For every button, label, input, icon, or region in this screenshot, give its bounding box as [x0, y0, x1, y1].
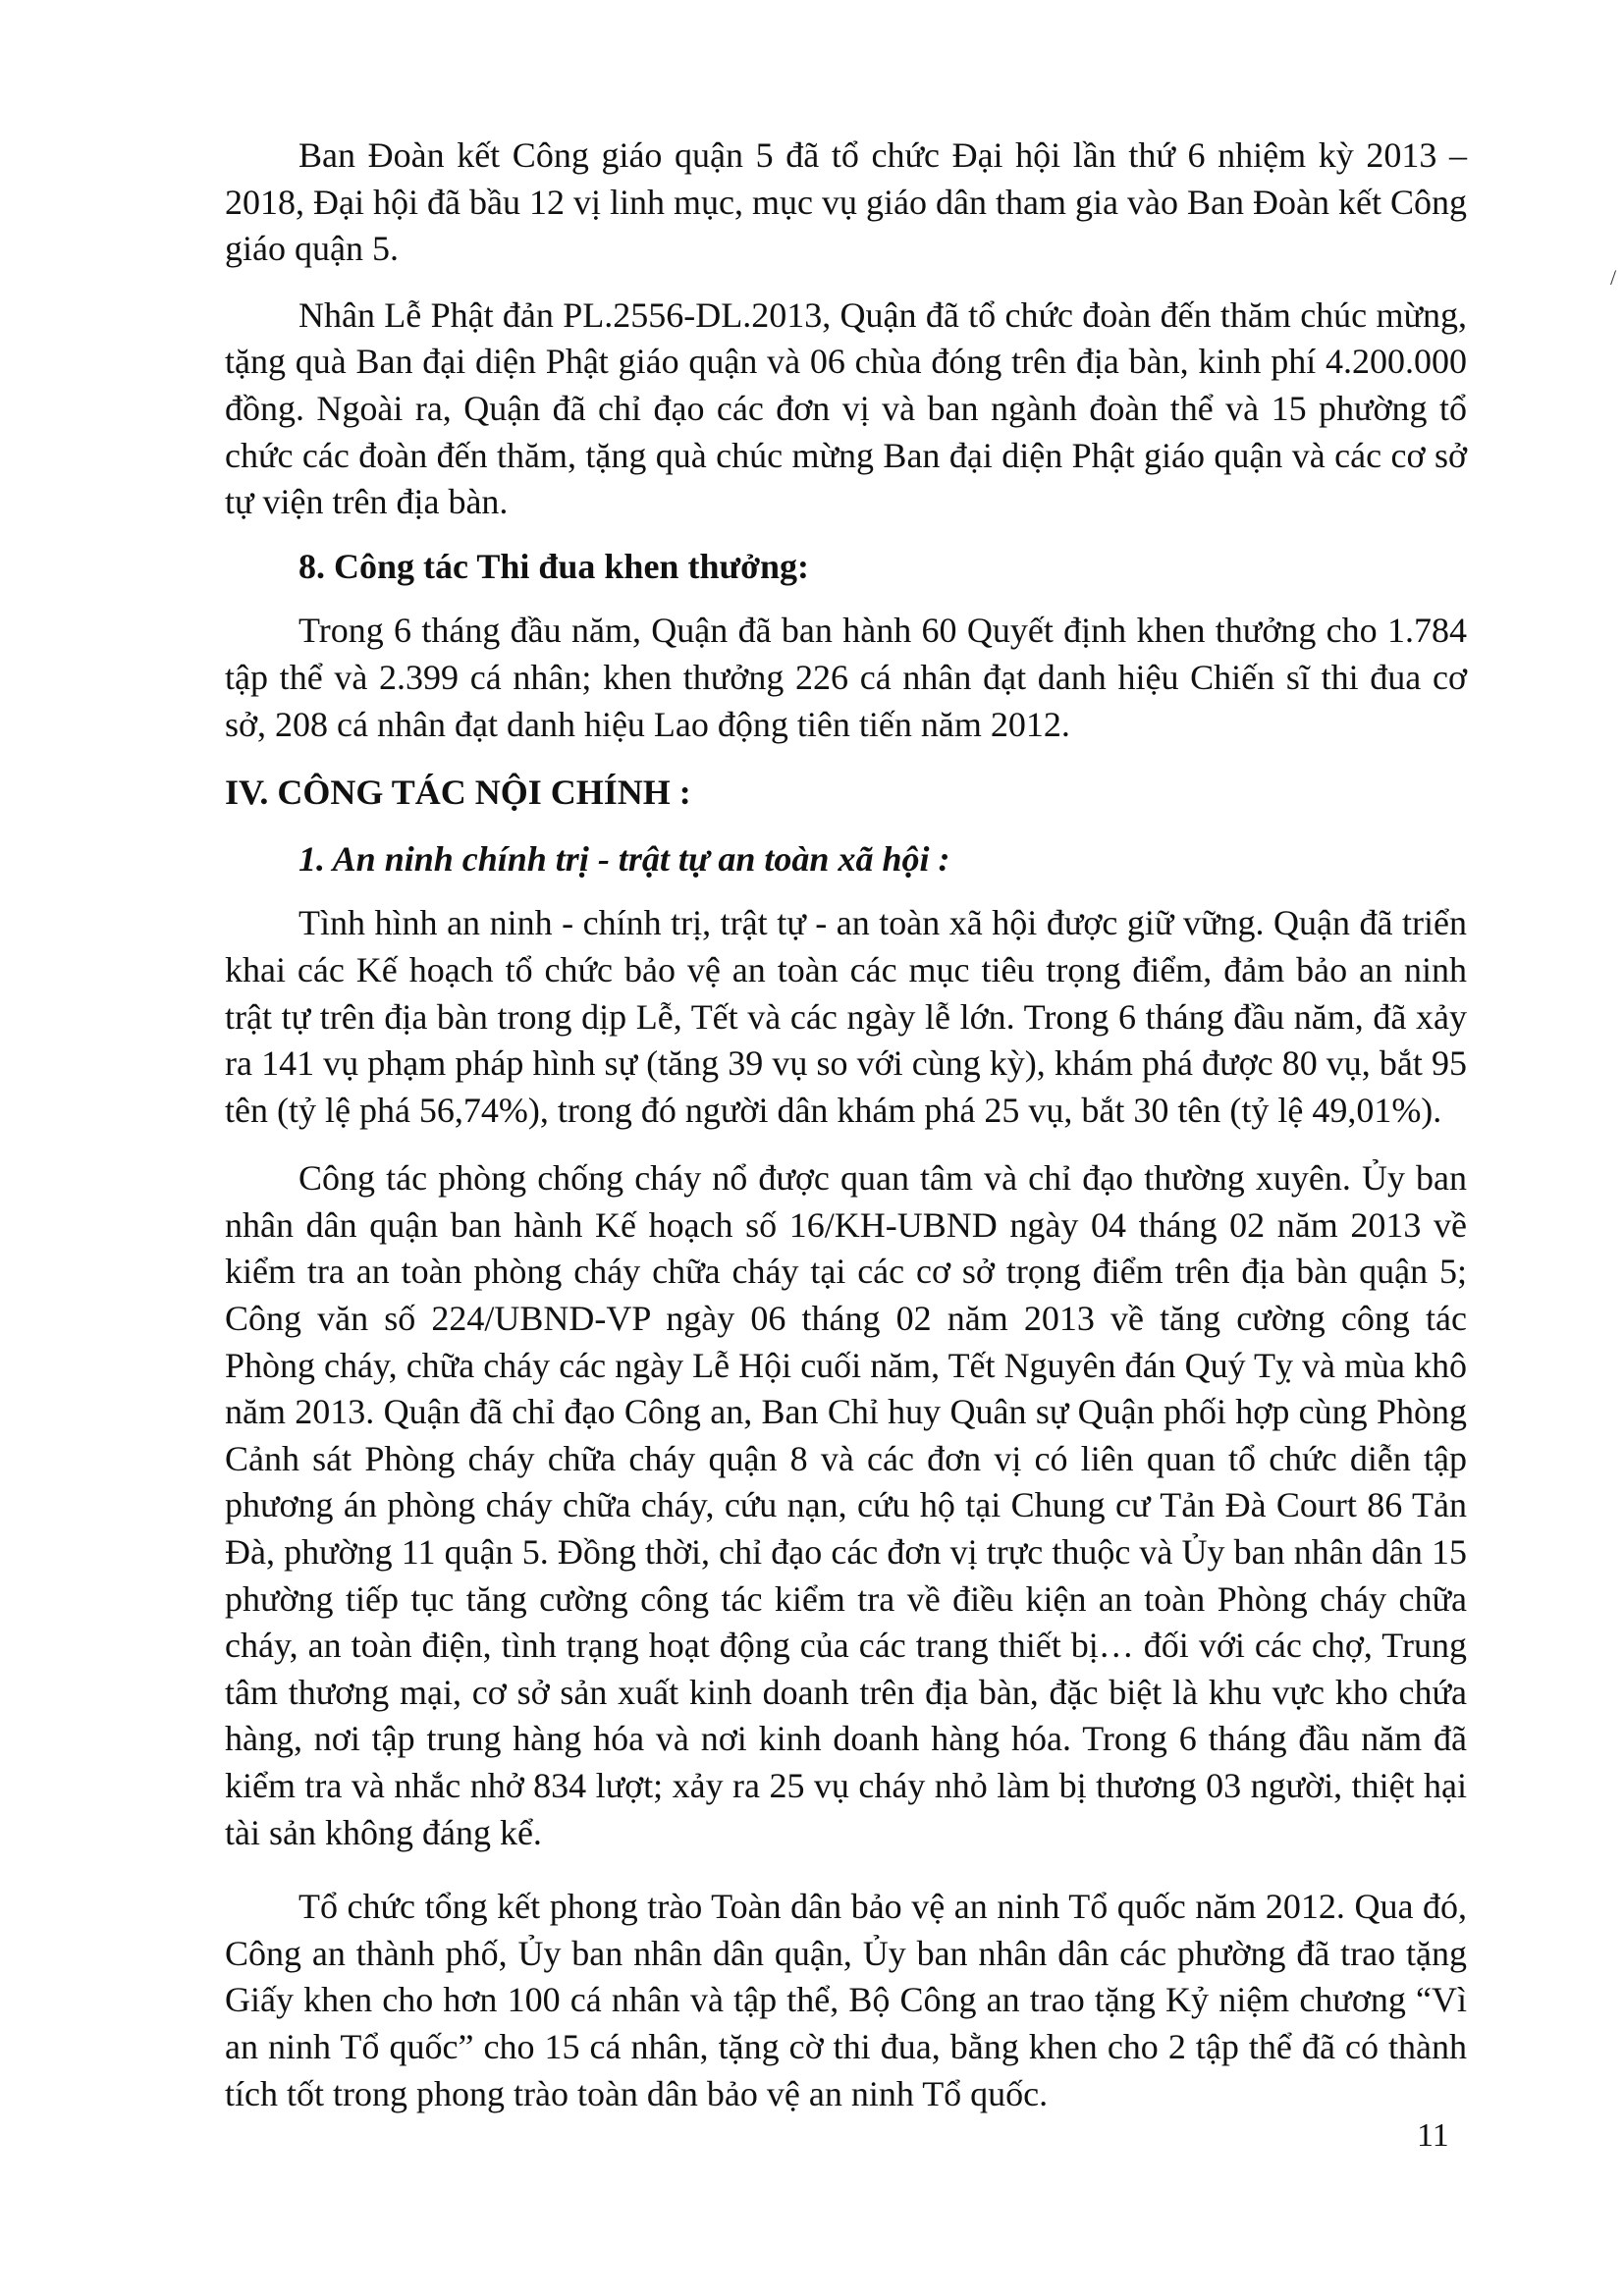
paragraph-rewards: Trong 6 tháng đầu năm, Quận đã ban hành 60 Quyết định khen thưởng cho 1.784 tập thể và 2.399 cá nhân; khen thưởng 226 cá nhân đạt danh hiệu Chiến sĩ thi đua cơ sở, 208 cá nhân đạt danh hiệu Lao động tiên tiến năm 2012. — [225, 611, 1467, 744]
subheading-security-order: 1. An ninh chính trị - trật tự an toàn xã hội : — [298, 838, 950, 879]
paragraph-security-movement: Tổ chức tổng kết phong trào Toàn dân bảo vệ an ninh Tổ quốc năm 2012. Qua đó, Công an thành phố, Ủy ban nhân dân quận, Ủy ban nhân dân các phường đã trao tặng Giấy khen cho hơn 100 cá nhân và tập thể, Bộ Công an trao tặng Kỷ niệm chương “Vì an ninh Tổ quốc” cho 15 cá nhân, tặng cờ thi đua, bằng khen cho 2 tập thể đã có thành tích tốt trong phong trào toàn dân bảo vệ an ninh Tổ quốc. — [225, 1887, 1467, 2113]
paragraph-security-situation: Tình hình an ninh - chính trị, trật tự - an toàn xã hội được giữ vững. Quận đã triển khai các Kế hoạch tổ chức bảo vệ an toàn các mục tiêu trọng điểm, đảm bảo an ninh trật tự trên địa bàn trong dịp Lễ, Tết và các ngày lễ lớn. Trong 6 tháng đầu năm, đã xảy ra 141 vụ phạm pháp hình sự (tăng 39 vụ so với cùng kỳ), khám phá được 80 vụ, bắt 95 tên (tỷ lệ phá 56,74%), trong đó người dân khám phá 25 vụ, bắt 30 tên (tỷ lệ 49,01%). — [225, 903, 1467, 1130]
margin-mark: / — [1610, 265, 1617, 290]
paragraph-fire-prevention: Công tác phòng chống cháy nổ được quan tâm và chỉ đạo thường xuyên. Ủy ban nhân dân quận ban hành Kế hoạch số 16/KH-UBND ngày 04 tháng 02 năm 2013 về kiểm tra an toàn phòng cháy chữa cháy tại các cơ sở trọng điểm trên địa bàn quận 5; Công văn số 224/UBND-VP ngày 06 tháng 02 năm 2013 về tăng cường công tác Phòng cháy, chữa cháy các ngày Lễ Hội cuối năm, Tết Nguyên đán Quý Tỵ và mùa khô năm 2013. Quận đã chỉ đạo Công an, Ban Chỉ huy Quân sự Quận phối hợp cùng Phòng Cảnh sát Phòng cháy chữa cháy quận 8 và các đơn vị có liên quan tổ chức diễn tập phương án phòng cháy chữa cháy, cứu nạn, cứu hộ tại Chung cư Tản Đà Court 86 Tản Đà, phường 11 quận 5. Đồng thời, chỉ đạo các đơn vị trực thuộc và Ủy ban nhân dân 15 phường tiếp tục tăng cường công tác kiểm tra về điều kiện an toàn Phòng cháy chữa cháy, an toàn điện, tình trạng hoạt động của các trang thiết bị… đối với các chợ, Trung tâm thương mại, cơ sở sản xuất kinh doanh trên địa bàn, đặc biệt là khu vực kho chứa hàng, nơi tập trung hàng hóa và nơi kinh doanh hàng hóa. Trong 6 tháng đầu năm đã kiểm tra và nhắc nhở 834 lượt; xảy ra 25 vụ cháy nhỏ làm bị thương 03 người, thiệt hại tài sản không đáng kể. — [225, 1158, 1467, 1852]
page-number: 11 — [1417, 2117, 1449, 2154]
section-heading-internal-affairs: IV. CÔNG TÁC NỘI CHÍNH : — [225, 773, 691, 813]
paragraph-catholic-solidarity: Ban Đoàn kết Công giáo quận 5 đã tổ chức Đại hội lần thứ 6 nhiệm kỳ 2013 – 2018, Đại hội đã bầu 12 vị linh mục, mục vụ giáo dân tham gia vào Ban Đoàn kết Công giáo quận 5. — [225, 135, 1467, 269]
heading-emulation-rewards: 8. Công tác Thi đua khen thưởng: — [298, 546, 810, 586]
document-body — [225, 133, 1467, 2117]
paragraph-buddha-birthday: Nhân Lễ Phật đản PL.2556-DL.2013, Quận đã tổ chức đoàn đến thăm chúc mừng, tặng quà Ban đại diện Phật giáo quận và 06 chùa đóng trên địa bàn, kinh phí 4.200.000 đồng. Ngoài ra, Quận đã chỉ đạo các đơn vị và ban ngành đoàn thể và 15 phường tổ chức các đoàn đến thăm, tặng quà chúc mừng Ban đại diện Phật giáo quận và các cơ sở tự viện trên địa bàn. — [225, 294, 1467, 522]
